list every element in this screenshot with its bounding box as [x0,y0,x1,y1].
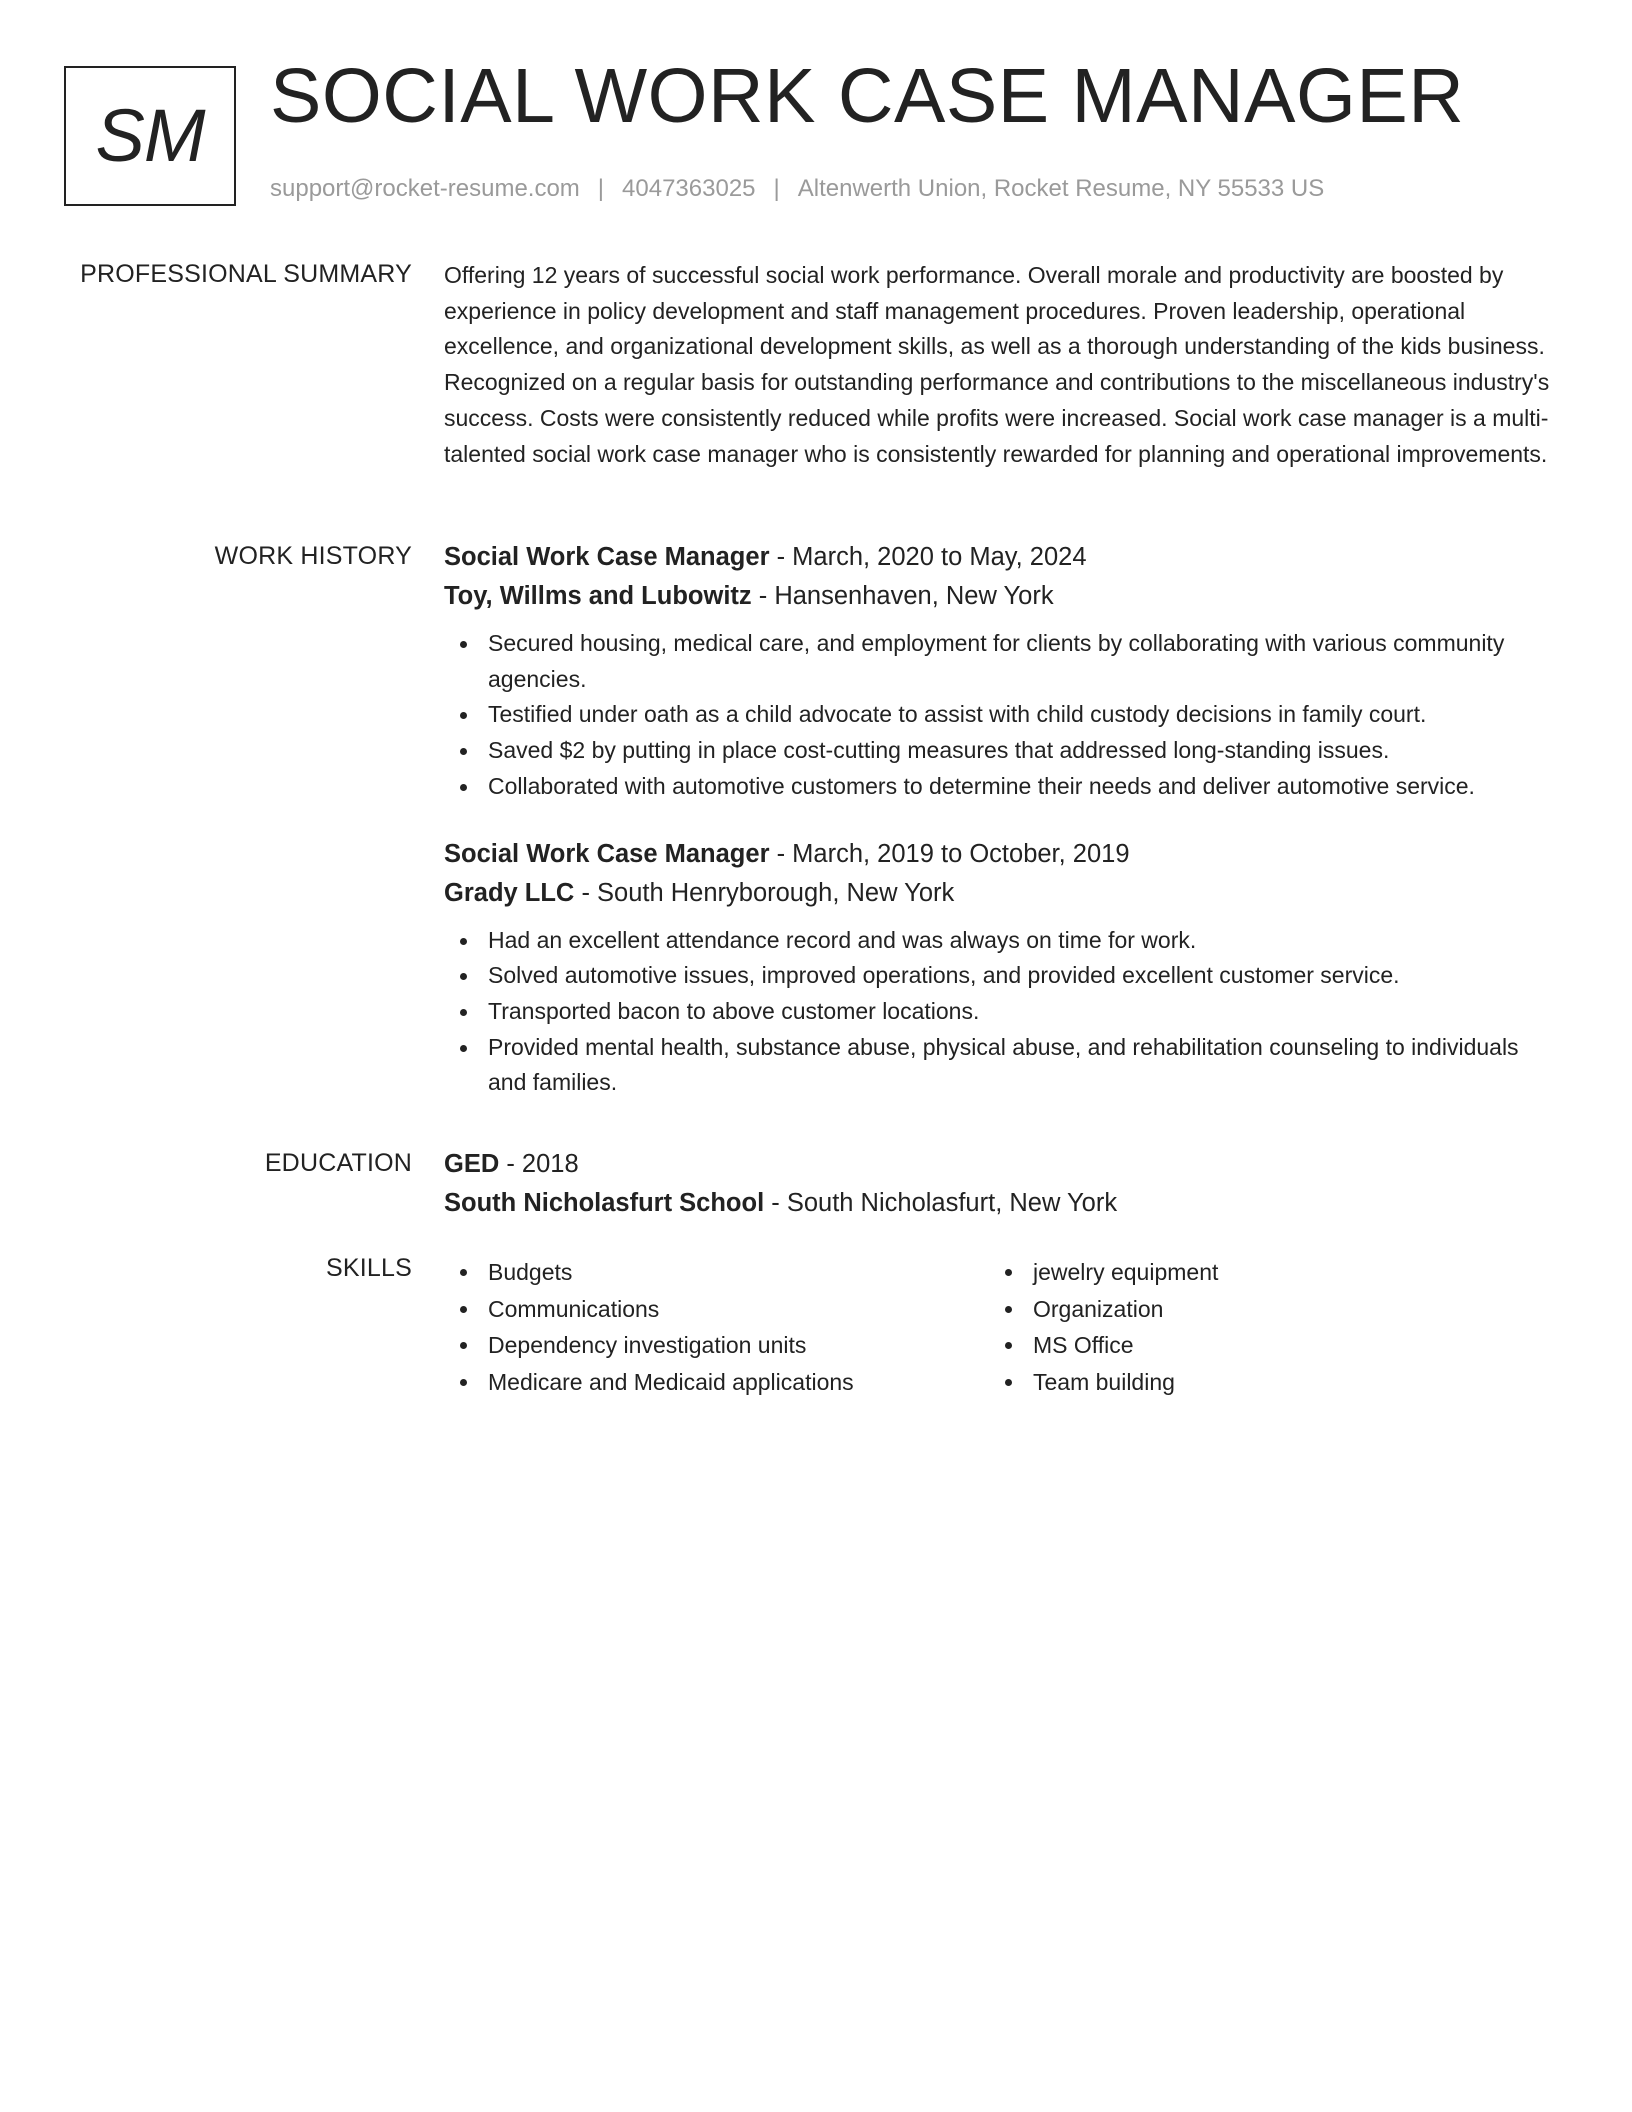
degree-year: - 2018 [499,1150,579,1178]
skills-column-left [444,1254,989,1400]
job-company-line [444,874,1554,913]
job-location: - South Henryborough, New York [574,878,955,907]
education-heading: EDUCATION [264,1149,412,1177]
skill-item: Dependency investigation units [444,1327,989,1364]
monogram-box [64,66,236,206]
contact-phone: 4047363025 [622,175,756,202]
contact-address: Altenwerth Union, Rocket Resume, NY 55533 US [797,175,1325,202]
job-bullet: Saved $2 by putting in place cost-cutting measures that addressed long-standing issues. [444,733,1554,769]
skill-item: Organization [989,1291,1534,1328]
job-bullet: Provided mental health, substance abuse, physical abuse, and rehabilitation counseling to individuals and families. [444,1030,1554,1101]
job-location: - Hansenhaven, New York [751,582,1054,610]
skill-item: Medicare and Medicaid applications [444,1364,989,1401]
job-title-line [444,835,1554,874]
skill-item: Budgets [444,1254,989,1291]
job-bullets [444,626,1554,805]
school-line [444,1184,1554,1223]
job-bullet: Transported bacon to above customer locations. [444,994,1554,1030]
job-dates: - March, 2019 to October, 2019 [769,839,1130,868]
summary-text: Offering 12 years of successful social work performance. Overall morale and productivity are boosted by experience in policy development and staff management procedures. Proven leadership, operational excellence, and organizational development skills, as well as a thorough understanding of the kids business. Recognized on a regular basis for outstanding performance and contributions to the miscellaneous industry's success. Costs were consistently reduced while profits were increased. Social work case manager is a multi-talented social work case manager who is consistently rewarded for planning and operational improvements. [444,262,1550,467]
work-history-heading: WORK HISTORY [214,542,412,570]
contact-line [270,175,1324,203]
skills-column-right [989,1254,1534,1400]
job-title: Social Work Case Manager [444,839,770,868]
school-name: South Nicholasfurt School [444,1189,765,1217]
job-title: Social Work Case Manager [444,543,770,571]
contact-email: support@rocket-resume.com [270,175,580,202]
degree-line [444,1145,1554,1184]
summary-heading: PROFESSIONAL SUMMARY [80,260,412,288]
skill-item: Team building [989,1364,1534,1401]
job-bullet: Had an excellent attendance record and was always on time for work. [444,923,1554,959]
job-entry [444,538,1554,805]
job-title-line [444,538,1554,577]
school-location: - South Nicholasfurt, New York [764,1189,1118,1217]
skills-columns [444,1254,1554,1400]
page-title: SOCIAL WORK CASE MANAGER [270,53,1465,139]
contact-separator: | [773,175,780,202]
job-bullets [444,923,1554,1102]
contact-separator: | [597,175,605,202]
job-bullet: Collaborated with automotive customers to determine their needs and deliver automotive service. [444,769,1554,805]
job-bullet: Solved automotive issues, improved operations, and provided excellent customer service. [444,958,1554,994]
skill-item: Communications [444,1291,989,1328]
job-bullet: Testified under oath as a child advocate to assist with child custody decisions in family court. [444,697,1554,733]
initials: SM [95,94,205,177]
job-entry [444,835,1554,1102]
job-dates: - March, 2020 to May, 2024 [769,543,1087,571]
skill-item: jewelry equipment [989,1254,1534,1291]
skill-item: MS Office [989,1327,1534,1364]
job-company-line [444,577,1554,616]
job-bullet: Secured housing, medical care, and employment for clients by collaborating with various community agencies. [444,626,1554,697]
job-company: Toy, Willms and Lubowitz [444,582,752,610]
skills-heading: SKILLS [326,1254,412,1282]
degree: GED [444,1150,500,1178]
job-company: Grady LLC [444,878,575,907]
